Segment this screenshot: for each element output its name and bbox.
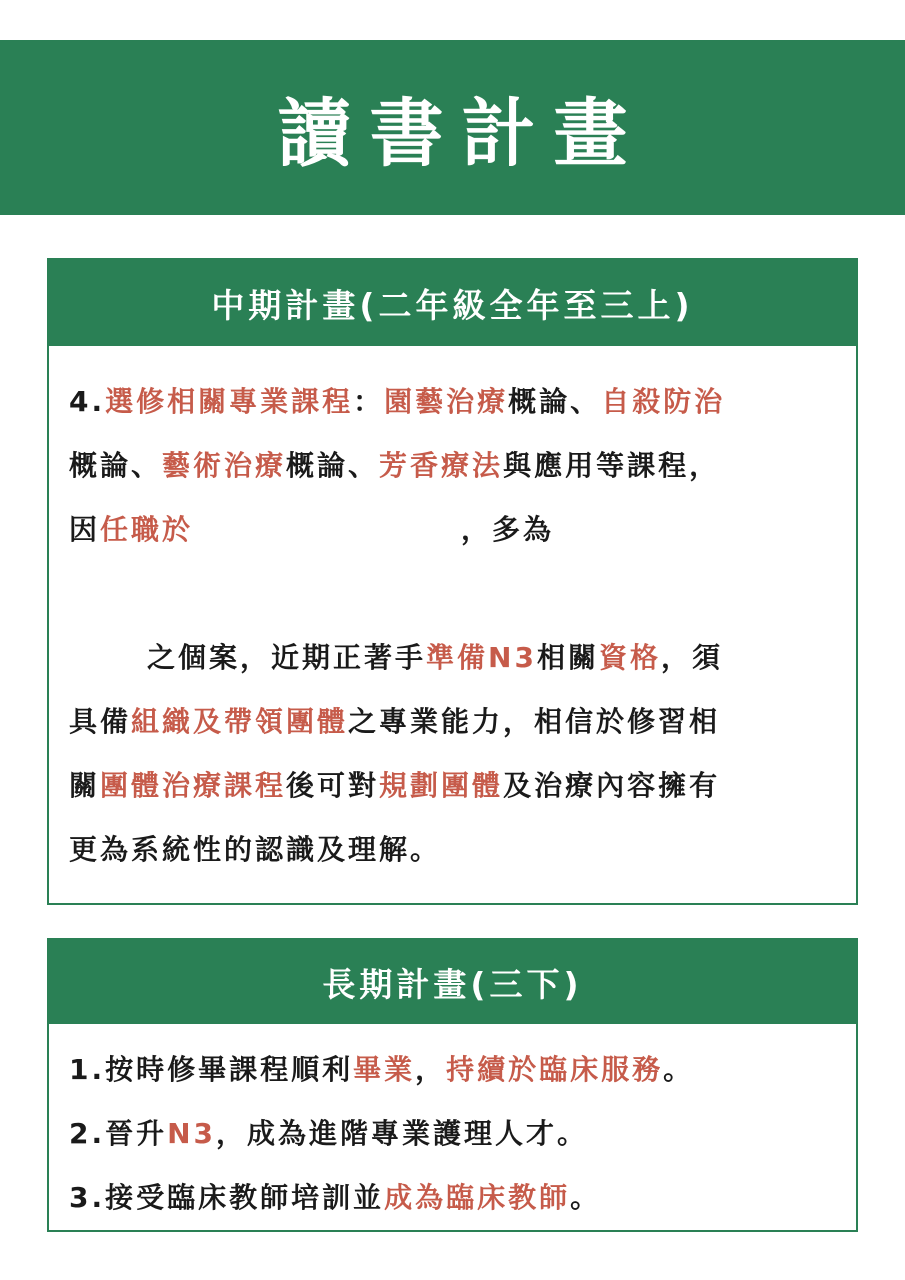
text-line xyxy=(69,754,838,818)
text-line xyxy=(69,434,838,498)
text-run: 之個案，近期正著手 xyxy=(147,641,427,674)
text-run: ，須 xyxy=(660,641,723,674)
text-run: ，多為 xyxy=(461,513,555,546)
text-run: 4. xyxy=(69,385,106,418)
mid-term-plan-heading: 中期計畫(二年級全年至三上) xyxy=(49,260,856,346)
list-item xyxy=(69,1166,838,1230)
blank-line xyxy=(69,562,838,626)
text-run: 1.按時修畢課程順利 xyxy=(69,1053,354,1086)
text-run: 。 xyxy=(570,1181,602,1214)
text-run: 概論、 xyxy=(286,449,380,482)
long-term-plan-body xyxy=(49,1024,856,1230)
highlight-text: 選修相關專業課程 xyxy=(105,385,354,418)
text-run: 與應用等課程， xyxy=(503,449,721,482)
text-run: 後可對 xyxy=(286,769,380,802)
text-run: 概論、 xyxy=(508,385,602,418)
title-banner xyxy=(0,40,905,215)
highlight-text: 團體治療課程 xyxy=(100,769,287,802)
highlight-text: 組織及帶領團體 xyxy=(131,705,349,738)
highlight-text: 畢業 xyxy=(353,1053,416,1086)
text-line xyxy=(69,818,838,882)
text-run: 及治療內容擁有 xyxy=(503,769,721,802)
highlight-text: 任職於 xyxy=(100,513,194,546)
highlight-text: 藝術治療 xyxy=(162,449,287,482)
highlight-text: 持續於臨床服務 xyxy=(446,1053,664,1086)
highlight-text: 規劃團體 xyxy=(379,769,504,802)
text-run: 之專業能力，相信於修習相 xyxy=(348,705,721,738)
highlight-text: 自殺防治 xyxy=(601,385,726,418)
list-item xyxy=(69,1038,838,1102)
mid-term-plan-section xyxy=(47,258,858,905)
text-run: ： xyxy=(353,385,385,418)
long-term-plan-section xyxy=(47,938,858,1232)
list-item xyxy=(69,1102,838,1166)
text-run: 3.接受臨床教師培訓並 xyxy=(69,1181,385,1214)
text-run: ， xyxy=(415,1053,447,1086)
highlight-text: 成為臨床教師 xyxy=(384,1181,571,1214)
mid-term-plan-body xyxy=(49,346,856,882)
highlight-text: 資格 xyxy=(598,641,661,674)
text-run: 。 xyxy=(663,1053,695,1086)
text-line xyxy=(69,370,838,434)
text-run: 具備 xyxy=(69,705,132,738)
text-run: ，成為進階專業護理人才。 xyxy=(216,1117,589,1150)
highlight-text: 芳香療法 xyxy=(379,449,504,482)
text-run: 概論、 xyxy=(69,449,163,482)
highlight-text: N3 xyxy=(167,1117,217,1150)
page-title: 讀書計畫 xyxy=(277,90,646,177)
text-run: 2.晉升 xyxy=(69,1117,168,1150)
text-line xyxy=(69,498,838,562)
text-run: 因 xyxy=(69,513,101,546)
text-line xyxy=(69,626,838,690)
text-run: 關 xyxy=(69,769,101,802)
highlight-text: 準備N3 xyxy=(426,641,537,674)
text-line xyxy=(69,690,838,754)
text-run: 相關 xyxy=(536,641,599,674)
highlight-text: 園藝治療 xyxy=(384,385,509,418)
long-term-plan-heading: 長期計畫(三下) xyxy=(49,940,856,1024)
text-run: 更為系統性的認識及理解。 xyxy=(69,833,442,866)
